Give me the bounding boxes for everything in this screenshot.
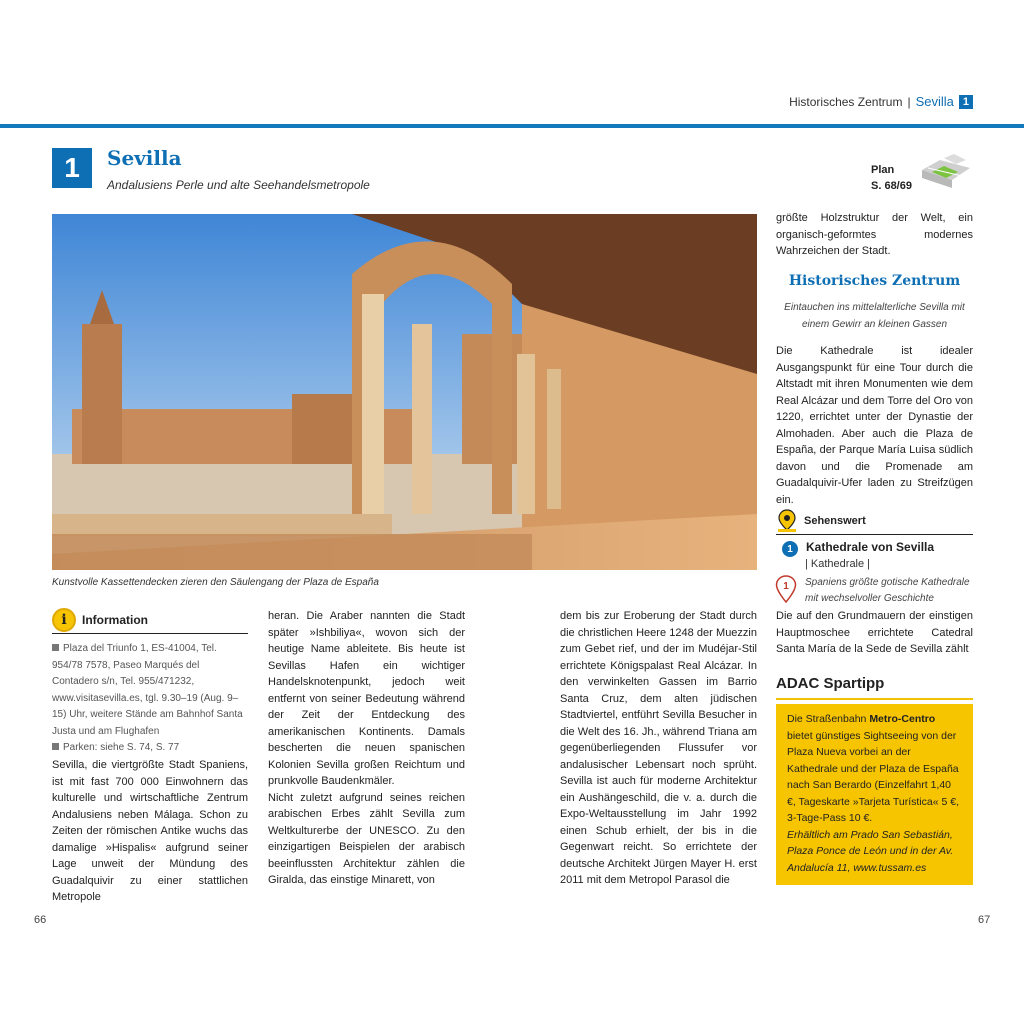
sight-number-badge: 1	[782, 541, 798, 557]
plaza-de-espana-photo	[52, 214, 757, 570]
chapter-subtitle: Andalusiens Perle und alte Seehandelsmetropole	[107, 178, 370, 192]
body-column-1	[52, 757, 248, 906]
chapter-number-badge: 1	[52, 148, 92, 188]
page-number-left: 66	[34, 914, 47, 926]
chapter-title: Sevilla	[107, 146, 182, 170]
header-chapter-badge: 1	[959, 95, 973, 109]
plan-pages: S. 68/69	[871, 180, 912, 192]
info-icon: i	[52, 608, 76, 632]
body-paragraph: heran. Die Araber nannten die Stadt später »Ishbiliya«, wovon sich der heutige Name ableitete. Bis heute ist Sevillas Hafen ein wichtiger Handelsknotenpunkt, jedoch weit entfernt von seiner Bedeutung während der Zeit der Entdeckung des amerikanischen Kontinents. Damals bescherten die neuen spanischen Kolonien Sevilla großen Reichtum und prunkvolle Baudenkmäler.	[268, 610, 465, 787]
body-paragraph: Die auf den Grundmauern der einstigen Hauptmoschee errichtete Catedral Santa María de la Sede de Sevilla zählt	[776, 610, 973, 655]
page-number-right: 67	[978, 914, 991, 926]
spartipp-highlight: Metro-Centro	[869, 713, 936, 725]
spartipp-box	[776, 704, 973, 885]
body-column-2	[268, 608, 465, 889]
map-pin-number: 1	[783, 581, 789, 592]
sight-text	[776, 608, 973, 658]
info-box-header	[52, 607, 248, 634]
map-icon	[918, 152, 974, 192]
header-section: Historisches Zentrum	[789, 94, 903, 109]
sight-name[interactable]: Kathedrale von Sevilla	[806, 540, 935, 554]
photo-caption: Kunstvolle Kassettendecken zieren den Säulengang der Plaza de España	[52, 577, 379, 588]
spartipp-title: ADAC Spartipp	[776, 675, 885, 692]
sight-type: | Kathedrale |	[805, 558, 871, 570]
body-column-3	[560, 608, 757, 889]
header-city: Sevilla	[915, 94, 954, 109]
map-pin-icon	[774, 574, 798, 604]
spartipp-note: Erhältlich am Prado San Sebastián, Plaza Ponce de León und in der Av. Andalucía 11, www.tussam.es	[787, 828, 954, 874]
plan-reference[interactable]	[871, 162, 912, 194]
info-item: Parken: siehe S. 74, S. 77	[52, 740, 248, 757]
bullet-square-icon	[52, 743, 59, 750]
body-paragraph: Die Kathedrale ist idealer Ausgangspunkt für eine Tour durch die Altstadt mit ihren Monumenten wie dem Real Alcázar und dem Torre del Oro von 1220, errichtet unter der Dynastie der Almohaden. Aber auch die Plaza de España, der Parque María Luisa südlich davon und die Promenade am Guadalquivir-Ufer laden zu Streifzügen ein.	[776, 345, 973, 506]
info-item: Plaza del Triunfo 1, ES-41004, Tel. 954/78 7578, Paseo Marqués del Contadero s/n, Tel. 955/471232, www.visitasevilla.es, tgl. 9.30–19 (Aug. 9–15) Uhr, weitere Stände am Bahnhof Santa Justa und am Flughafen	[52, 643, 243, 737]
plan-label: Plan	[871, 164, 895, 176]
body-paragraph: größte Holzstruktur der Welt, ein organisch-geformtes modernes Wahrzeichen der Stadt.	[776, 212, 973, 257]
bullet-square-icon	[52, 644, 59, 651]
sight-note: Spaniens größte gotische Kathedrale mit wechselvoller Geschichte	[805, 577, 970, 604]
running-header	[789, 94, 973, 109]
spartipp-text: Die Straßenbahn	[787, 713, 870, 725]
spartipp-text: bietet günstiges Sightseeing von der Plaza Nueva vorbei an der Kathedrale und der Plaza de España nach San Berardo (Einzelfahrt 1,40 €, Tageskarte »Tarjeta Turística« 5 €, 3-Tage-Pass 10 €.	[787, 729, 959, 824]
location-pin-icon	[776, 509, 798, 533]
info-list	[52, 641, 248, 757]
info-label: Information	[82, 613, 148, 627]
header-rule	[0, 124, 1024, 128]
body-paragraph: Sevilla, die viertgrößte Stadt Spaniens, ist mit fast 700 000 Einwohnern das kulturelle und wirtschaftliche Zentrum Andalusiens neben Málaga. Schon zu Zeiten der römischen Antike wuchs das damalige »Hispalis« aufgrund seiner Lage unweit der Mündung des Guadalquivir zu einer stattlichen Metropole	[52, 759, 248, 903]
body-column-4-top	[776, 210, 973, 260]
sehenswert-label: Sehenswert	[804, 515, 866, 527]
section-subheading: Eintauchen ins mittelalterliche Sevilla mit einem Gewirr an kleinen Gassen	[784, 302, 965, 330]
spartipp-rule	[776, 698, 973, 700]
body-paragraph: dem bis zur Eroberung der Stadt durch die christlichen Heere 1248 der Muezzin zum Gebet rief, und der im Mudéjar-Stil errichtete Königspalast Real Alcázar. In den verwinkelten Gassen im Barrio Santa Cruz, dem alten jüdischen Stadtviertel, entführt Sevilla Besucher in die Welt des 16. Jh., während Triana am gegenüberliegenden Flussufer vor andalusischer Lebensart noch sprüht. Sevilla ist auch für moderne Architektur ein Aushängeschild, die v. a. durch die Expo-Weltausstellung im Jahr 1992 einen Schub erhielt, der bis in die Gegenwart reicht. So errichtete der deutsche Architekt Jürgen Mayer H. erst 2011 mit dem Metropol Parasol die	[560, 610, 757, 886]
section-heading: Historisches Zentrum	[788, 273, 961, 289]
photo-illustration	[52, 214, 757, 570]
historic-text	[776, 343, 973, 508]
header-separator: |	[907, 94, 911, 109]
sehenswert-header	[776, 508, 973, 535]
body-paragraph: Nicht zuletzt aufgrund seines reichen arabischen Erbes zählt Sevilla zum Weltkulturerbe der UNESCO. Zu den einzigartigen Beispielen der arabisch beeinflussten Architektur zählen die Giralda, das einstige Minarett, von	[268, 791, 465, 886]
